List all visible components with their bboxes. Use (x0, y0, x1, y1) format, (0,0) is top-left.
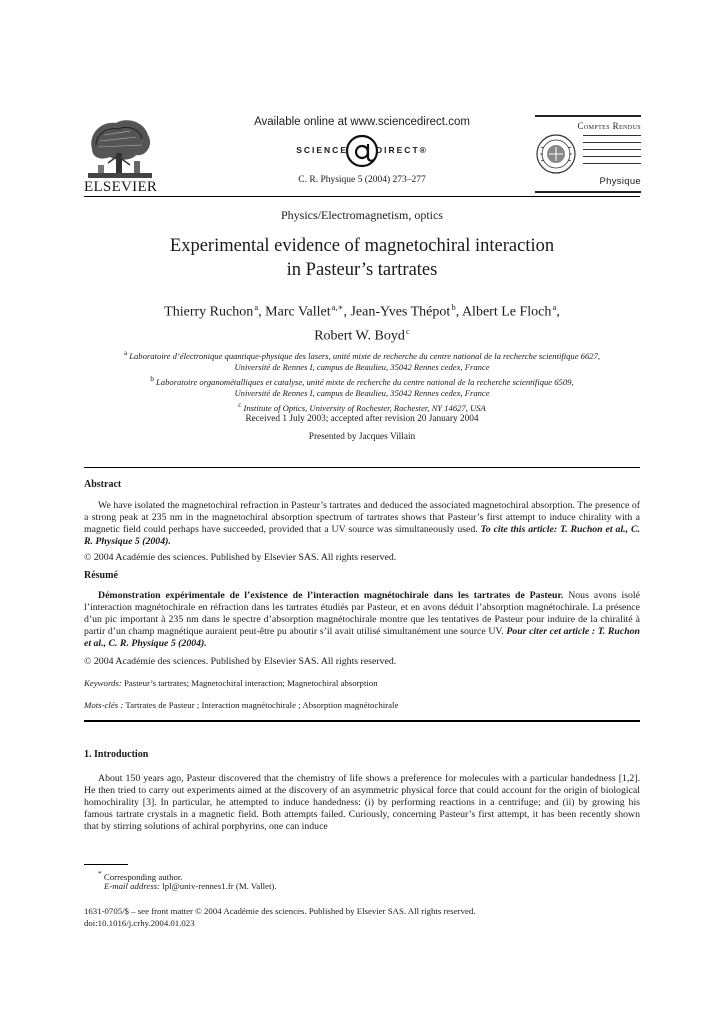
academie-seal-icon (535, 133, 577, 175)
abstract-body (84, 500, 640, 548)
introduction-text: About 150 years ago, Pasteur discovered that the chemistry of life shows a preference for molecules with a particular handedness [1,2]. He then tried to carry out experiments aimed at the discovery of an asymmetric physical force that could account for the origin of biological homochirality [3]. In particular, he attempted to induce handedness: (i) by performing reactions in a centrifuge; and (ii) by growing his famous tartrate crystals in a magnetic field. Both attempts failed. Curiously, concerning Pasteur’s first attempt, it has been recently shown that by stirring solutions of achiral porphyrins, one can induce (84, 773, 640, 833)
available-online-link[interactable]: Available online at www.sciencedirect.com (254, 116, 470, 128)
abstract-top-rule (84, 467, 640, 468)
keywords (84, 678, 378, 688)
article-title (84, 234, 640, 282)
pour-citer-article: Pour citer cet article : T. Ruchon et al., C. R. Physique 5 (2004). (84, 626, 640, 650)
email-link[interactable]: lpl@univ-rennes1.fr (M. Vallet). (160, 881, 277, 891)
affil-mark: c (238, 400, 242, 409)
author-affil-mark[interactable]: b (451, 302, 456, 312)
publisher-name: ELSEVIER (84, 179, 158, 195)
sciencedirect-right-text: DIRECT® (376, 145, 428, 155)
affiliation-b (84, 374, 640, 388)
keywords-label: Keywords: (84, 678, 122, 688)
author-name: Robert W. Boyd (314, 328, 405, 344)
abstract-text: We have isolated the magnetochiral refraction in Pasteur’s tartrates and deduced the associated magnetochiral absorption. The presence of a strong peak at 235 nm in the magnetochiral absorption spectrum of tartrates shows that Pasteur’s first attempt to induce chirality with a magnetic field could perhaps have succeeded, provided that a UV source was simultaneously used. (84, 500, 640, 536)
author-affil-mark[interactable]: c (406, 325, 410, 336)
mots-cles-text: Tartrates de Pasteur ; Interaction magnétochirale ; Absorption magnétochirale (123, 700, 399, 710)
author-name: Jean-Yves Thépot (350, 304, 451, 320)
introduction-body (84, 773, 640, 833)
front-matter (84, 905, 475, 929)
resume-body (84, 590, 640, 650)
journal-logo-subtitle: Physique (599, 176, 641, 187)
keywords-text: Pasteur’s tartrates; Magnetochiral interaction; Magnetochiral absorption (121, 678, 378, 688)
author-list (84, 298, 640, 345)
affiliation-c (84, 400, 640, 414)
authors-line-1: Thierry Ruchon $^a$, Marc Vallet $^{a,∗}$, Jean-Yves Thépot $^b$, Albert Le Floch $^a$, (164, 302, 560, 320)
affil-mark: b (150, 374, 154, 383)
abstract-heading: Abstract (84, 479, 122, 490)
journal-logo-title: Comptes Rendus (577, 121, 641, 131)
introduction-heading: 1. Introduction (84, 749, 149, 760)
received-dates: Received 1 July 2003; accepted after revision 20 January 2004 (245, 414, 479, 424)
affil-text: Laboratoire d’électronique quantique-physique des lasers, unité mixte de recherche du centre national de la recherche scientifique 6627, (129, 350, 601, 361)
author-name: Marc Vallet (265, 304, 331, 320)
affil-mark: a (123, 349, 128, 357)
elsevier-tree-icon (86, 115, 154, 179)
elsevier-logo (84, 115, 156, 196)
sciencedirect-logo[interactable] (180, 134, 544, 168)
author-affil-mark[interactable]: a,∗ (331, 302, 344, 312)
logo-top-rule (535, 115, 641, 117)
affiliation-b-cont: Université de Rennes I, campus de Beaulieu, 35042 Rennes cedex, France (234, 388, 490, 399)
author-affil-mark[interactable]: a (552, 302, 557, 312)
affil-text: Institute of Optics, University of Rochester, Rochester, NY 14627, USA (243, 402, 486, 413)
abstract-copyright: © 2004 Académie des sciences. Published by Elsevier SAS. All rights reserved. (84, 552, 397, 563)
authors-line-2 (84, 322, 640, 346)
footnote-rule (84, 864, 128, 865)
author-name: Albert Le Floch (461, 304, 552, 320)
author-affil-mark[interactable]: a (254, 302, 259, 312)
affiliation-a-cont: Université de Rennes I, campus de Beaulieu, 35042 Rennes cedex, France (234, 362, 490, 373)
resume-copyright: © 2004 Académie des sciences. Published by Elsevier SAS. All rights reserved. (84, 656, 397, 667)
affiliation-a (84, 348, 640, 362)
email-label: E-mail address: (104, 881, 161, 891)
author-name: Thierry Ruchon (164, 304, 254, 320)
logo-bottom-rule (535, 191, 641, 193)
affiliations (84, 348, 640, 414)
mots-cles-label: Mots-clés : (84, 700, 124, 710)
resume-heading: Résumé (84, 570, 118, 581)
presented-by: Presented by Jacques Villain (308, 432, 416, 442)
footnote-email (84, 880, 640, 892)
cite-this-article: To cite this article: T. Ruchon et al., C. R. Physique 5 (2004). (84, 524, 640, 548)
affil-text: Laboratoire organométalliques et catalyse, unité mixte de recherche du centre national de la recherche scientifique 6509, (156, 376, 574, 387)
sciencedirect-left-text: SCIENCE (296, 145, 348, 155)
title-line-1: Experimental evidence of magnetochiral interaction (169, 236, 555, 256)
title-line-2: in Pasteur’s tartrates (286, 260, 438, 280)
header-divider (84, 196, 640, 197)
abstract-bottom-rule (84, 720, 640, 722)
logo-decorative-lines (583, 135, 641, 170)
doi-link[interactable]: doi:10.1016/j.crhy.2004.01.023 (84, 918, 195, 928)
mots-cles (84, 700, 398, 710)
header-center (180, 116, 544, 185)
issn-line: 1631-0705/$ – see front matter © 2004 Académie des sciences. Published by Elsevier SAS. All rights reserved. (84, 906, 476, 916)
resume-text: Nous avons isolé l’interaction magnétochirale en réfraction dans les tartrates étudiés par Pasteur, et en avons déduit l’absorption magnétochirale. La présence d’un pic important à 235 nm dans le spectre d’absorption magnétochirale montre que les tentatives de Pasteur pour induire de la chiralité à partir d’un champ magnétique auraient peut-être pu aboutir s’il avait utilisé simultanément une source UV. (84, 590, 640, 638)
footnote-mark: * (98, 869, 102, 878)
subject-section: Physics/Electromagnetism, optics (281, 208, 443, 222)
comptes-rendus-logo (535, 115, 641, 193)
journal-reference: C. R. Physique 5 (2004) 273–277 (298, 175, 426, 185)
resume-title: Démonstration expérimentale de l’existence de l’interaction magnétochirale dans les tartrates de Pasteur. (98, 590, 564, 601)
footnote-text: Corresponding author. (101, 871, 183, 882)
